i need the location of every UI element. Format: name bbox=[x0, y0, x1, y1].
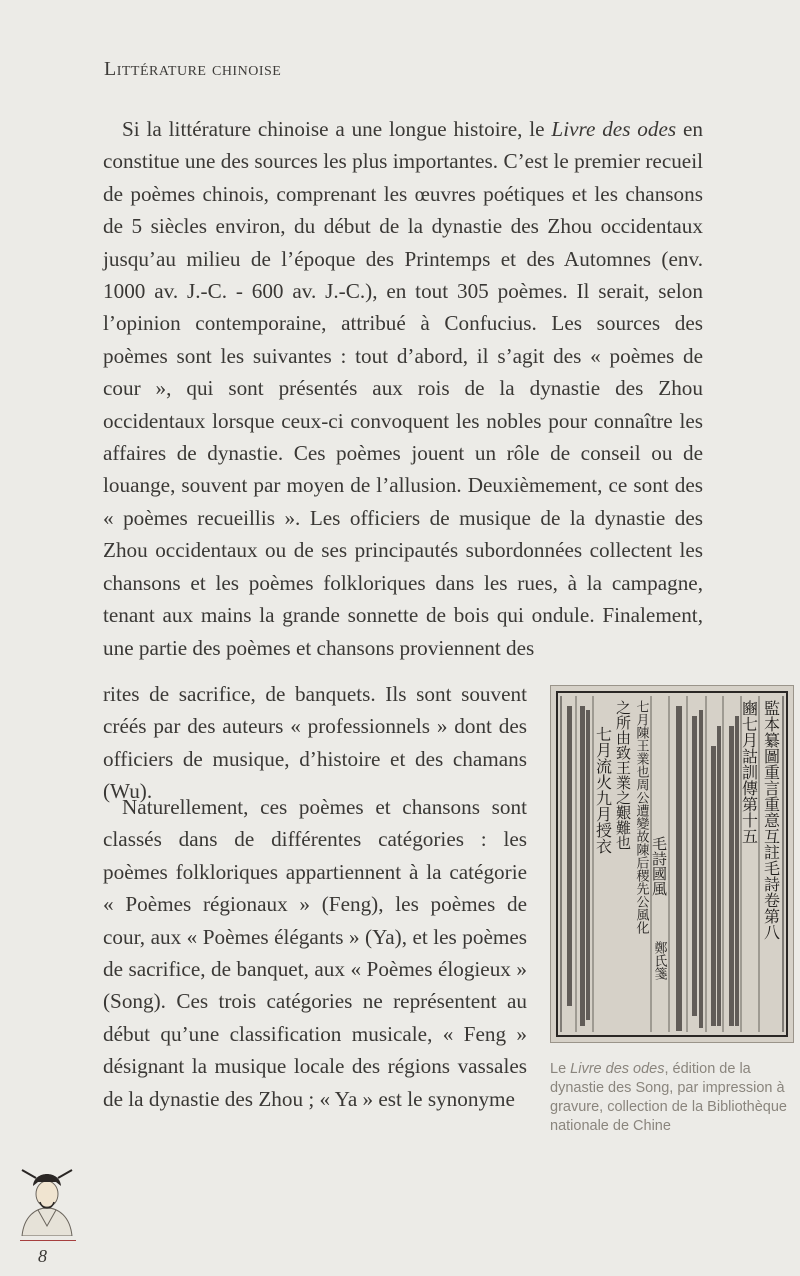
book-title: Livre des odes bbox=[551, 117, 677, 141]
caption-rest: , édition de la dynastie des Song, par impression à gravure, collection de la Bibliothèque nationale de Chine bbox=[550, 1061, 787, 1134]
page-number: 8 bbox=[38, 1246, 47, 1266]
folio-rule bbox=[20, 1240, 76, 1241]
caption-prefix: Le bbox=[550, 1061, 567, 1077]
figure-caption bbox=[550, 1060, 796, 1136]
paragraph-2: Naturellement, ces poèmes et chansons sont classés dans de différentes catégories : les poèmes folkloriques appartiennent à la catégorie « Poèmes régionaux » (Feng), les poèmes de cour, aux « Poèmes élégants » (Ya), et les poèmes de sacrifice, de banquet, aux « Poèmes élogieux » (Song). Ces trois catégories ne représentent au début qu’une classification musicale, « Feng » désignant la musique locale des régions vassales de la dynastie des Zhou ; « Ya » est le synonyme bbox=[103, 795, 527, 1111]
print-column-text-1: 七月陳王業也周公遭變故陳后稷先公風化 bbox=[633, 700, 649, 934]
p1-lead: Si la littérature chinoise a une longue histoire, le bbox=[122, 117, 545, 141]
running-head: Littérature chinoise bbox=[104, 58, 282, 80]
paragraph-1-tail: rites de sacrifice, de banquets. Ils sont souvent créés par des auteurs « professionnels » dont des officiers de musique, d’histoire et des chamans (Wu). bbox=[103, 682, 527, 804]
print-column-chapter: 豳七月詁訓傳第十五 bbox=[739, 700, 759, 844]
paragraph-1 bbox=[103, 113, 703, 664]
print-column-guofeng: 毛詩國風 bbox=[650, 836, 668, 896]
print-column-zheng: 鄭氏箋 bbox=[651, 941, 667, 980]
print-column-text-3: 七月流火九月授衣 bbox=[593, 726, 613, 854]
print-column-title: 監本纂圖重言重意互註毛詩卷第八 bbox=[761, 700, 781, 940]
scholar-portrait-icon bbox=[16, 1160, 78, 1236]
caption-title: Livre des odes bbox=[570, 1061, 665, 1077]
woodblock-print-image bbox=[550, 685, 794, 1043]
print-column-text-2: 之所由致王業之艱難也 bbox=[614, 700, 632, 850]
p1-body: en constitue une des sources les plus importantes. C’est le premier recueil de poèmes chinois, comprenant les œuvres poétiques et les chansons de 5 siècles environ, du début de la dynastie des Zhou occidentaux jusqu’au milieu de l’époque des Printemps et des Automnes (env. 1000 av. J.-C. - 600 av. J.-C.), en tout 305 poèmes. Il serait, selon l’opinion contemporaine, attribué à Confucius. Les sources des poèmes sont les suivantes : tout d’abord, il s’agit des « poèmes de cour », qui sont présentés aux rois de la dynastie des Zhou occidentaux lorsque ceux-ci convoquent les nobles pour connaître les affaires de dynastie. Ces poèmes jouent un rôle de conseil ou de louange, souvent par moyen de l’allusion. Deuxièmement, ce sont des « poèmes recueillis ». Les officiers de musique de la dynastie des Zhou occidentaux ou de ses principautés subordonnées collectent les chansons et les poèmes folkloriques dans les rues, à la campagne, tenant aux mains la grande sonnette de bois qui ondule. Finalement, une partie des poèmes et chansons proviennent des bbox=[103, 117, 703, 660]
